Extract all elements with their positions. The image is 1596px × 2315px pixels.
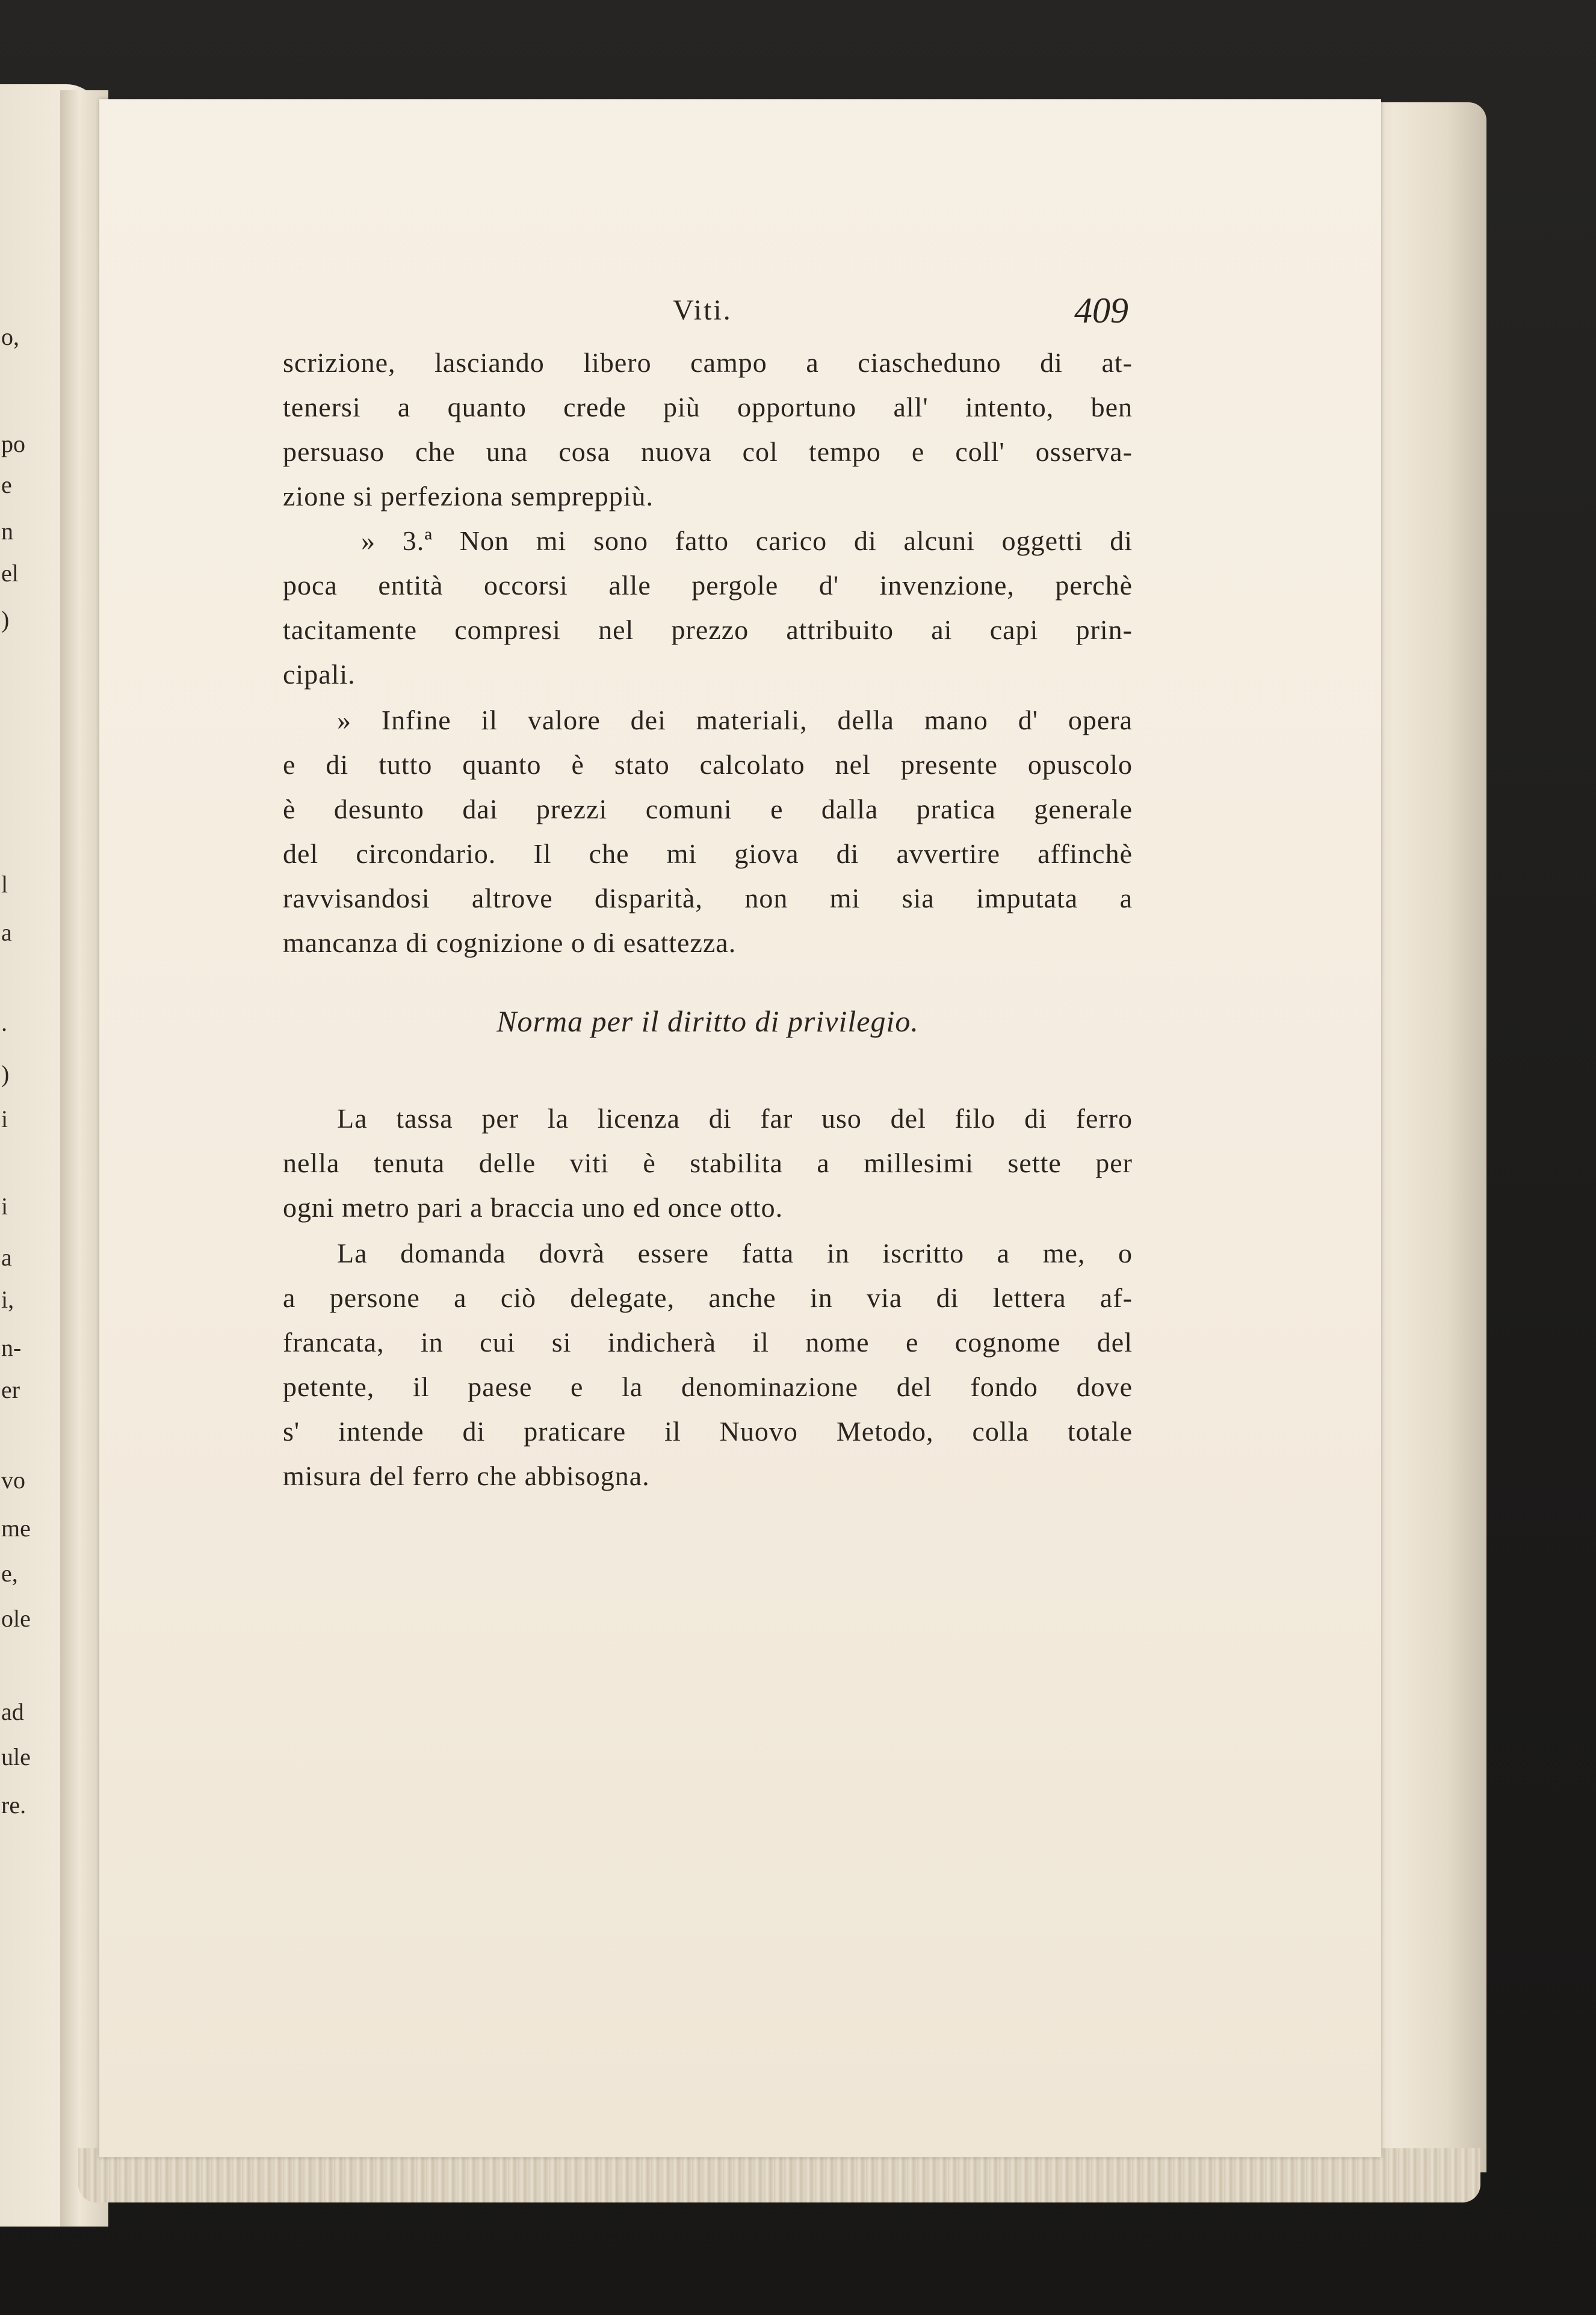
fragment: e,: [1, 1560, 18, 1587]
body-line: a persone a ciò delegate, anche in via di lettera af-: [283, 1282, 1133, 1313]
fragment: er: [1, 1376, 20, 1403]
body-line: tacitamente compresi nel prezzo attribuito ai capi prin-: [283, 614, 1133, 645]
body-line: zione si perfeziona sempreppiù.: [283, 481, 654, 512]
fragment: i: [1, 1193, 8, 1220]
section-heading: Norma per il diritto di privilegio.: [496, 1004, 919, 1038]
body-line: s' intende di praticare il Nuovo Metodo, colla totale: [283, 1416, 1133, 1447]
page-number: 409: [1074, 291, 1128, 330]
fragment: i,: [1, 1286, 14, 1313]
fragment: o,: [1, 323, 19, 350]
fragment: el: [1, 560, 19, 587]
body-line: poca entità occorsi alle pergole d' invenzione, perchè: [283, 570, 1133, 601]
body-line: nella tenuta delle viti è stabilita a millesimi sette per: [283, 1148, 1133, 1178]
fragment: ): [1, 606, 10, 633]
body-line: mancanza di cognizione o di esattezza.: [283, 927, 737, 958]
body-line: persuaso che una cosa nuova col tempo e coll' osserva-: [283, 436, 1133, 467]
fragment: me: [1, 1515, 31, 1542]
body-line: cipali.: [283, 659, 356, 690]
fragment: a: [1, 1244, 12, 1271]
fragment: i: [1, 1105, 8, 1133]
body-line: La domanda dovrà essere fatta in iscritto a me, o: [337, 1238, 1133, 1269]
body-line: ravvisandosi altrove disparità, non mi sia imputata a: [283, 883, 1133, 913]
fragment: vo: [1, 1467, 25, 1494]
body-line: del circondario. Il che mi giova di avvertire affinchè: [283, 838, 1133, 869]
body-line: francata, in cui si indicherà il nome e cognome del: [283, 1327, 1133, 1358]
fragment: ole: [1, 1605, 31, 1632]
body-line: tenersi a quanto crede più opportuno all' intento, ben: [283, 392, 1133, 422]
body-line: petente, il paese e la denominazione del fondo dove: [283, 1371, 1133, 1402]
body-line: » Infine il valore dei materiali, della mano d' opera: [337, 705, 1133, 735]
fragment: re.: [1, 1791, 26, 1819]
fragment: po: [1, 430, 25, 457]
body-line: è desunto dai prezzi comuni e dalla pratica generale: [283, 794, 1133, 824]
body-line: scrizione, lasciando libero campo a ciascheduno di at-: [283, 347, 1133, 378]
body-line: ogni metro pari a braccia uno ed once otto.: [283, 1192, 784, 1223]
running-head: Viti.: [673, 294, 732, 326]
fragment: ad: [1, 1698, 24, 1725]
body-line: misura del ferro che abbisogna.: [283, 1460, 650, 1491]
fragment: l: [1, 871, 8, 898]
fragment: n-: [1, 1334, 22, 1361]
body-line: La tassa per la licenza di far uso del filo di ferro: [337, 1103, 1133, 1134]
fragment: e: [1, 471, 12, 498]
left-page-text-fragments: [0, 323, 31, 1865]
fragment: n: [1, 518, 13, 545]
fragment: .: [1, 1009, 7, 1036]
fragment: ule: [1, 1743, 31, 1770]
body-line: e di tutto quanto è stato calcolato nel presente opuscolo: [283, 749, 1133, 780]
body-line: » 3.ª Non mi sono fatto carico di alcuni oggetti di: [361, 525, 1133, 556]
fragment: ): [1, 1060, 10, 1087]
fragment: a: [1, 919, 12, 946]
